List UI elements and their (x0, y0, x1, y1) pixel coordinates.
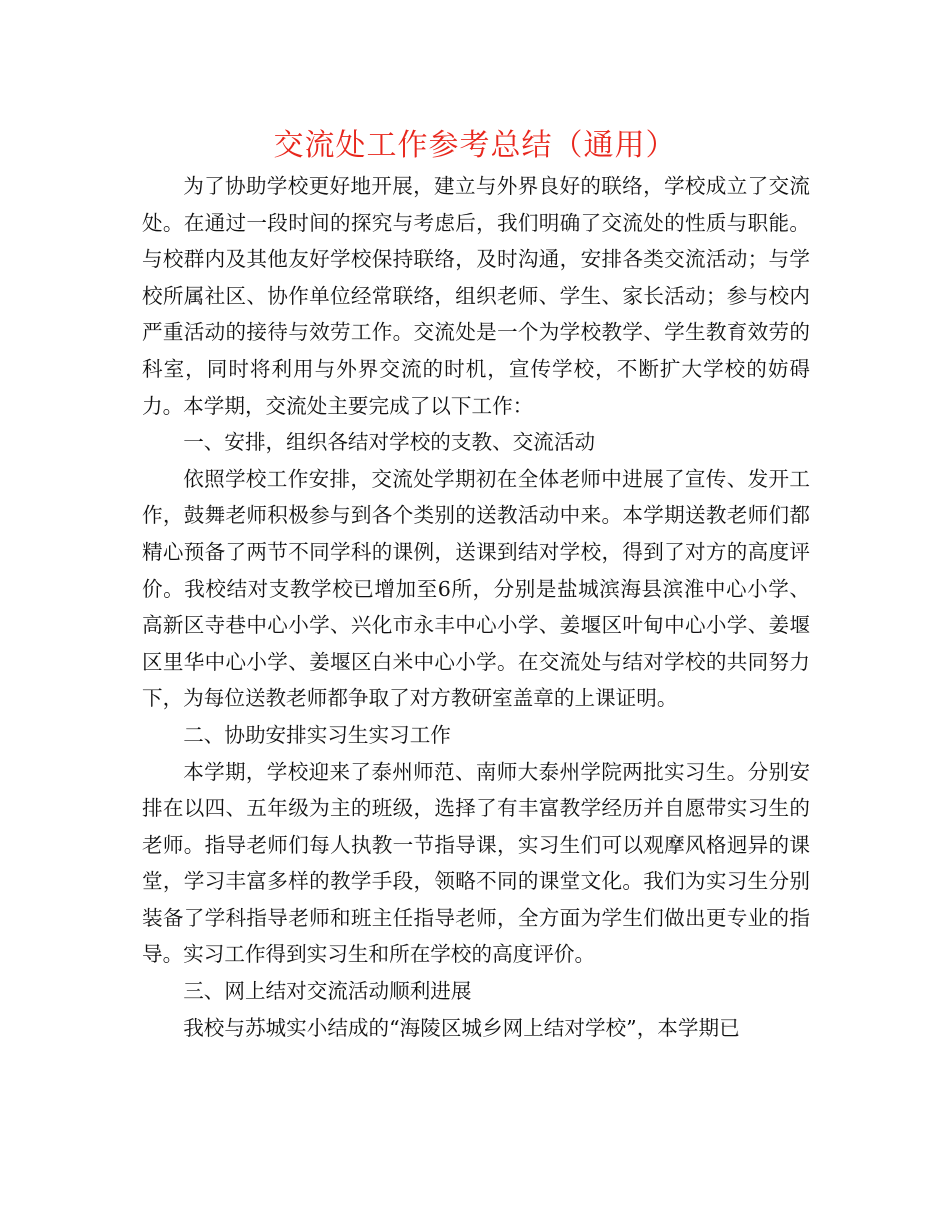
section-heading-3: 三、网上结对交流活动顺利进展 (183, 979, 472, 1004)
document-title: 交流处工作参考总结（通用） (273, 128, 677, 163)
paragraph-intro: 为了协助学校更好地开展，建立与外界良好的联络，学校成立了交流处。在通过一段时间的探究与考虑后，我们明确了交流处的性质与职能。与校群内及其他友好学校保持联络，及时沟通，安排各类交流活动；与学校所属社区、协作单位经常联络，组织老师、学生、家长活动；参与校内严重活动的接待与效劳工作。交流处是一个为学校教学、学生教育效劳的科室，同时将利用与外界交流的时机，宣传学校，不断扩大学校的妨碍力。本学期，交流处主要完成了以下工作： (142, 174, 810, 418)
document-body (142, 168, 810, 1046)
section-heading-2: 二、协助安排实习生实习工作 (183, 722, 451, 747)
section-heading-1: 一、安排，组织各结对学校的支教、交流活动 (183, 430, 596, 455)
paragraph-section-3: 我校与苏城实小结成的“海陵区城乡网上结对学校”，本学期已 (183, 1015, 740, 1040)
paragraph-section-1: 依照学校工作安排，交流处学期初在全体老师中进展了宣传、发开工作，鼓舞老师积极参与到各个类别的送教活动中来。本学期送教老师们都精心预备了两节不同学科的课例，送课到结对学校，得到了对方的高度评价。我校结对支教学校已增加至6所，分别是盐城滨海县滨淮中心小学、高新区寺巷中心小学、兴化市永丰中心小学、姜堰区叶甸中心小学、姜堰区里华中心小学、姜堰区白米中心小学。在交流处与结对学校的共同努力下，为每位送教老师都争取了对方教研室盖章的上课证明。 (142, 466, 810, 711)
paragraph-section-2: 本学期，学校迎来了泰州师范、南师大泰州学院两批实习生。分别安排在以四、五年级为主的班级，选择了有丰富教学经历并自愿带实习生的老师。指导老师们每人执教一节指导课，实习生们可以观摩风格迥异的课堂，学习丰富多样的教学手段，领略不同的课堂文化。我们为实习生分别装备了学科指导老师和班主任指导老师，全方面为学生们做出更专业的指导。实习工作得到实习生和所在学校的高度评价。 (142, 759, 810, 967)
